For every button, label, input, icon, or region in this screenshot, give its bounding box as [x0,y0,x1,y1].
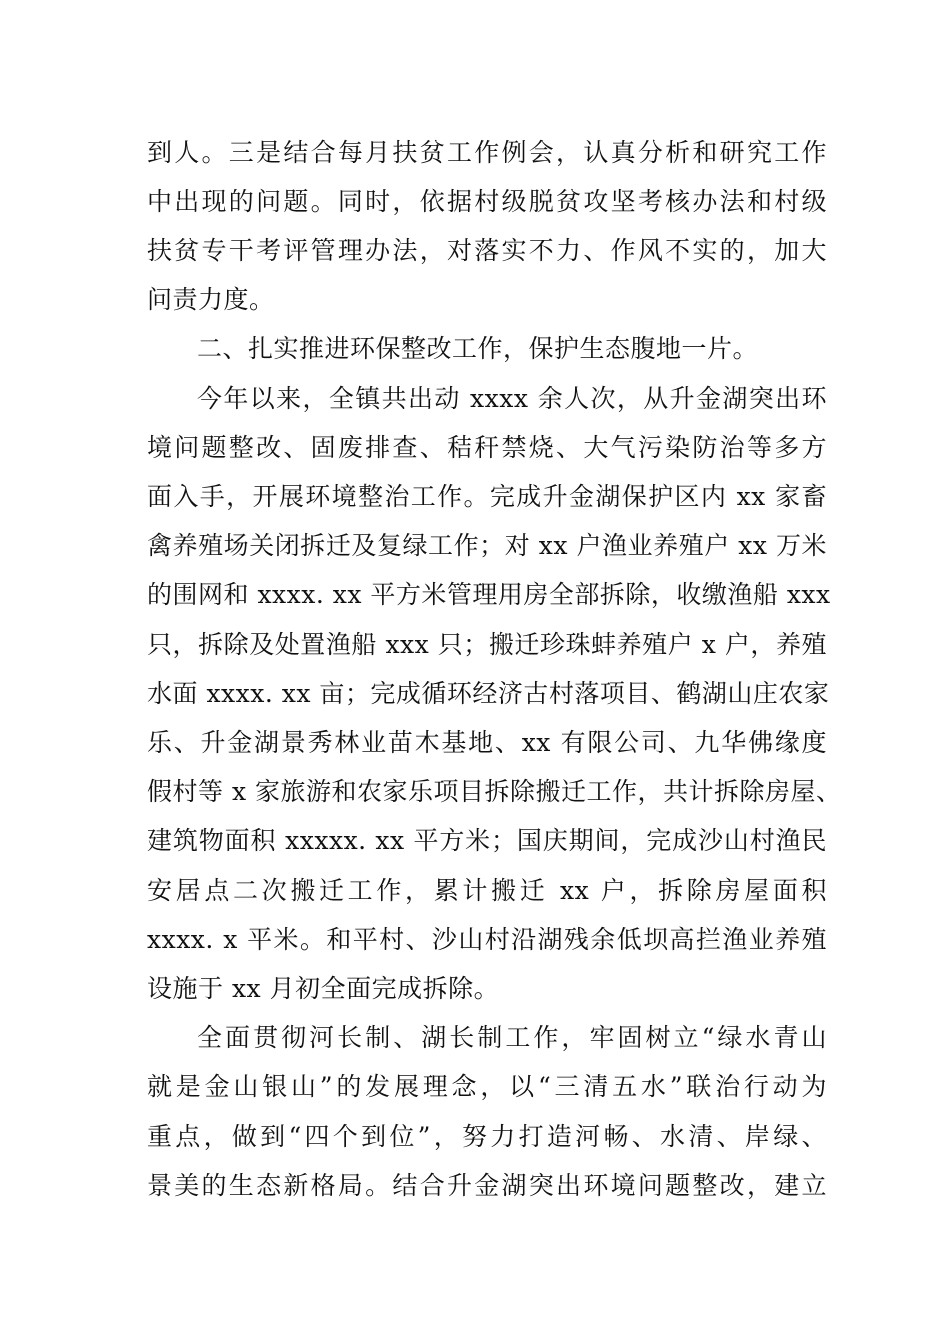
text-line: 重点，做到“四个到位”，努力打造河畅、水清、岸绿、 [147,1122,827,1151]
text-line: 的围网和 xxxx. xx 平方米管理用房全部拆除，收缴渔船 xxx [147,580,831,609]
text-line: 安居点二次搬迁工作，累计搬迁 xx 户，拆除房屋面积 [147,876,827,905]
text-line: 境问题整改、固废排查、秸秆禁烧、大气污染防治等多方 [147,433,827,462]
text-line: 乐、升金湖景秀林业苗木基地、xx 有限公司、九华佛缘度 [147,728,827,757]
text-line: 今年以来，全镇共出动 xxxx 余人次，从升金湖突出环 [197,384,827,413]
section-heading: 二、扎实推进环保整改工作，保护生态腹地一片。 [197,334,759,363]
text-line: 就是金山银山”的发展理念，以“三清五水”联治行动为 [147,1072,827,1101]
text-line: 只，拆除及处置渔船 xxx 只；搬迁珍珠蚌养殖户 x 户，养殖 [147,630,827,659]
text-line: 设施于 xx 月初全面完成拆除。 [147,974,500,1003]
text-line: 全面贯彻河长制、湖长制工作，牢固树立“绿水青山 [197,1023,827,1052]
text-line: 景美的生态新格局。结合升金湖突出环境问题整改，建立 [147,1171,827,1200]
text-line: 中出现的问题。同时，依据村级脱贫攻坚考核办法和村级 [147,187,827,216]
text-line: 禽养殖场关闭拆迁及复绿工作；对 xx 户渔业养殖户 xx 万米 [147,531,827,560]
text-line: 建筑物面积 xxxxx. xx 平方米；国庆期间，完成沙山村渔民 [147,826,827,855]
text-line: 面入手，开展环境整治工作。完成升金湖保护区内 xx 家畜 [147,482,827,511]
text-line: 到人。三是结合每月扶贫工作例会，认真分析和研究工作 [147,138,827,167]
text-line: 水面 xxxx. xx 亩；完成循环经济古村落项目、鹤湖山庄农家 [147,679,830,708]
text-line: 扶贫专干考评管理办法，对落实不力、作风不实的，加大 [147,236,827,265]
text-line: 问责力度。 [147,285,275,314]
text-line: xxxx. x 平米。和平村、沙山村沿湖残余低坝高拦渔业养殖 [147,925,827,954]
text-line: 假村等 x 家旅游和农家乐项目拆除搬迁工作，共计拆除房屋、 [147,777,842,806]
